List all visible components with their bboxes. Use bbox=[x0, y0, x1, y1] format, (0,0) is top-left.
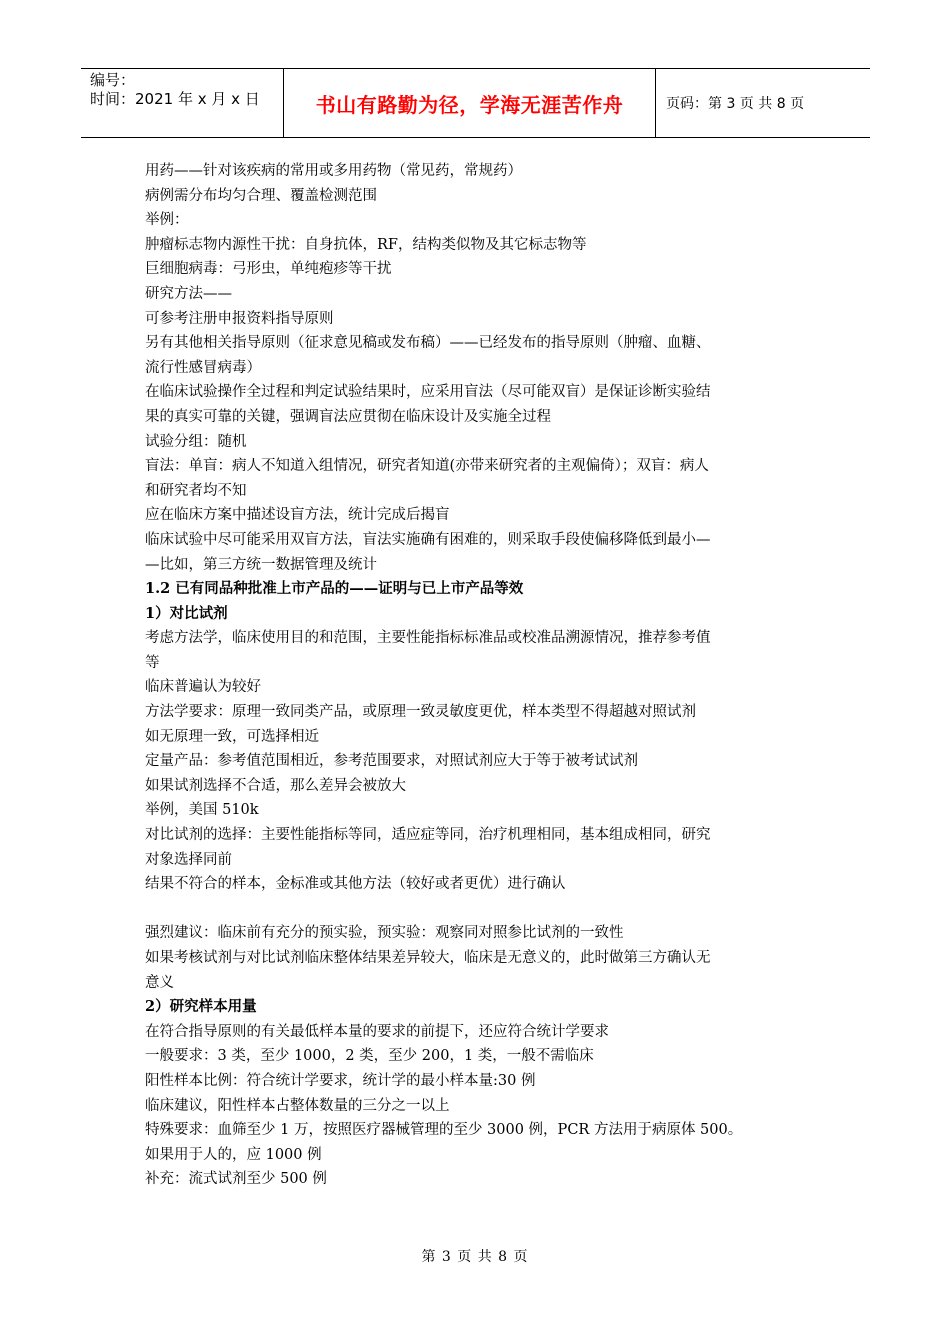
body-line: 如果试剂选择不合适，那么差异会被放大 bbox=[145, 777, 406, 794]
body-line: 举例，美国 510k bbox=[145, 802, 259, 819]
section-heading: 2）研究样本用量 bbox=[145, 998, 257, 1016]
body-line: 研究方法—— bbox=[145, 285, 232, 302]
body-line: 肿瘤标志物内源性干扰：自身抗体，RF，结构类似物及其它标志物等 bbox=[145, 236, 587, 253]
body-line: 对比试剂的选择：主要性能指标等同，适应症等同，治疗机理相同，基本组成相同，研究 bbox=[145, 827, 711, 844]
header-page-cell bbox=[656, 69, 870, 137]
body-line: 和研究者均不知 bbox=[145, 482, 247, 499]
section-heading: 1.2 已有同品种批准上市产品的——证明与已上市产品等效 bbox=[145, 580, 524, 598]
body-line: 定量产品：参考值范围相近，参考范围要求，对照试剂应大于等于被考试试剂 bbox=[145, 753, 638, 770]
body-line: 巨细胞病毒：弓形虫，单纯疱疹等干扰 bbox=[145, 261, 392, 278]
body-line: 在符合指导原则的有关最低样本量的要求的前提下，还应符合统计学要求 bbox=[145, 1023, 609, 1040]
section-heading: 1）对比试剂 bbox=[145, 604, 228, 622]
body-line: 结果不符合的样本，金标准或其他方法（较好或者更优）进行确认 bbox=[145, 876, 566, 893]
body-line: 应在临床方案中描述设盲方法，统计完成后揭盲 bbox=[145, 507, 450, 524]
header-motto: 书山有路勤为径，学海无涯苦作舟 bbox=[315, 92, 624, 117]
body-line: 意义 bbox=[145, 974, 174, 991]
body-line: 病例需分布均匀合理、覆盖检测范围 bbox=[145, 187, 377, 204]
header-page-code: 页码：第 3 页 共 8 页 bbox=[666, 96, 805, 112]
body-line: 在临床试验操作全过程和判定试验结果时，应采用盲法（尽可能双盲）是保证诊断实验结 bbox=[145, 384, 711, 401]
body-line: 一般要求：3 类，至少 1000，2 类，至少 200，1 类，一般不需临床 bbox=[145, 1048, 594, 1065]
body-line: 如果考核试剂与对比试剂临床整体结果差异较大，临床是无意义的，此时做第三方确认无 bbox=[145, 950, 711, 966]
body-line: 临床建议，阳性样本占整体数量的三分之一以上 bbox=[145, 1097, 450, 1114]
body-line: 流行性感冒病毒） bbox=[145, 359, 261, 376]
body-line: 临床普遍认为较好 bbox=[145, 679, 261, 696]
body-line: 举例： bbox=[145, 212, 189, 229]
body-line: 特殊要求：血筛至少 1 万，按照医疗器械管理的至少 3000 例，PCR 方法用于病原体 500。 bbox=[145, 1122, 743, 1139]
body-line: 果的真实可靠的关键，强调盲法应贯彻在临床设计及实施全过程 bbox=[145, 408, 551, 425]
body-line: 强烈建议：临床前有充分的预实验，预实验：观察同对照参比试剂的一致性 bbox=[145, 925, 624, 942]
body-line: 临床试验中尽可能采用双盲方法，盲法实施确有困难的，则采取手段使偏移降低到最小— bbox=[145, 531, 711, 548]
body-line: 方法学要求：原理一致同类产品，或原理一致灵敏度更优，样本类型不得超越对照试剂 bbox=[145, 704, 696, 721]
blank-line bbox=[145, 897, 810, 922]
body-line: 考虑方法学，临床使用目的和范围，主要性能指标标准品或校准品溯源情况，推荐参考值 bbox=[145, 630, 711, 647]
body-line: 如无原理一致，可选择相近 bbox=[145, 728, 319, 745]
body-line: —比如，第三方统一数据管理及统计 bbox=[145, 556, 377, 573]
body-line: 另有其他相关指导原则（征求意见稿或发布稿）——已经发布的指导原则（肿瘤、血糖、 bbox=[145, 335, 711, 352]
header-left-cell bbox=[81, 69, 283, 137]
body-line: 阳性样本比例：符合统计学要求，统计学的最小样本量:30 例 bbox=[145, 1072, 536, 1089]
body-line: 试验分组：随机 bbox=[145, 433, 247, 450]
body-line: 盲法：单盲：病人不知道入组情况，研究者知道(亦带来研究者的主观偏倚）；双盲：病人 bbox=[145, 458, 709, 475]
body-line: 对象选择同前 bbox=[145, 851, 232, 868]
body-line: 可参考注册申报资料指导原则 bbox=[145, 310, 334, 327]
body-line: 补充：流式试剂至少 500 例 bbox=[145, 1171, 327, 1188]
document-time-label: 时间：2021 年 x 月 x 日 bbox=[90, 90, 260, 108]
page-footer: 第 3 页 共 8 页 bbox=[421, 1249, 529, 1265]
body-line: 等 bbox=[145, 654, 160, 671]
header-table bbox=[81, 68, 870, 138]
document-body bbox=[145, 159, 810, 1192]
header-motto-cell bbox=[283, 69, 656, 137]
document-number-label: 编号： bbox=[90, 71, 136, 89]
body-line: 如果用于人的，应 1000 例 bbox=[145, 1146, 322, 1163]
body-line: 用药——针对该疾病的常用或多用药物（常见药，常规药） bbox=[145, 163, 522, 179]
